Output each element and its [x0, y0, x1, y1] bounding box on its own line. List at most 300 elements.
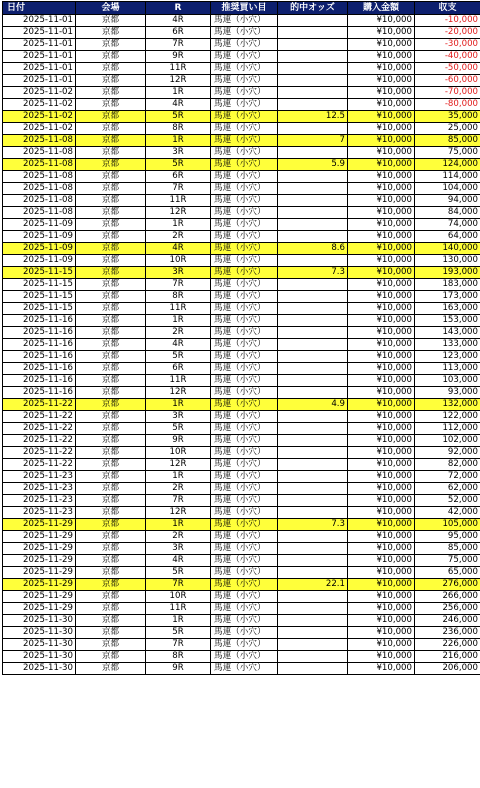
cell-recommended-bet: 馬連（小穴）: [211, 447, 278, 459]
cell-hit-odds: 22.1: [278, 579, 348, 591]
cell-hit-odds: [278, 339, 348, 351]
table-row: [3, 447, 480, 459]
cell-date: 2025-11-08: [3, 183, 76, 195]
cell-recommended-bet: 馬連（小穴）: [211, 15, 278, 27]
cell-balance: 266,000: [415, 591, 480, 603]
cell-venue: 京都: [76, 447, 146, 459]
cell-recommended-bet: 馬連（小穴）: [211, 51, 278, 63]
cell-hit-odds: [278, 39, 348, 51]
cell-date: 2025-11-08: [3, 159, 76, 171]
cell-date: 2025-11-30: [3, 651, 76, 663]
cell-race: 11R: [146, 63, 211, 75]
cell-hit-odds: [278, 567, 348, 579]
cell-hit-odds: [278, 639, 348, 651]
cell-recommended-bet: 馬連（小穴）: [211, 399, 278, 411]
cell-purchase-amount: ¥10,000: [348, 87, 415, 99]
cell-balance: 95,000: [415, 531, 480, 543]
cell-venue: 京都: [76, 255, 146, 267]
table-row-hit: [3, 135, 480, 147]
cell-recommended-bet: 馬連（小穴）: [211, 615, 278, 627]
cell-race: 5R: [146, 111, 211, 123]
cell-purchase-amount: ¥10,000: [348, 651, 415, 663]
cell-purchase-amount: ¥10,000: [348, 399, 415, 411]
table-row: [3, 495, 480, 507]
cell-race: 3R: [146, 267, 211, 279]
cell-purchase-amount: ¥10,000: [348, 447, 415, 459]
cell-recommended-bet: 馬連（小穴）: [211, 63, 278, 75]
cell-recommended-bet: 馬連（小穴）: [211, 363, 278, 375]
cell-race: 2R: [146, 483, 211, 495]
cell-recommended-bet: 馬連（小穴）: [211, 567, 278, 579]
cell-recommended-bet: 馬連（小穴）: [211, 495, 278, 507]
cell-recommended-bet: 馬連（小穴）: [211, 327, 278, 339]
cell-balance: 74,000: [415, 219, 480, 231]
cell-balance: 105,000: [415, 519, 480, 531]
cell-venue: 京都: [76, 279, 146, 291]
cell-recommended-bet: 馬連（小穴）: [211, 519, 278, 531]
cell-recommended-bet: 馬連（小穴）: [211, 351, 278, 363]
cell-recommended-bet: 馬連（小穴）: [211, 411, 278, 423]
table-row-hit: [3, 159, 480, 171]
table-row: [3, 15, 480, 27]
cell-recommended-bet: 馬連（小穴）: [211, 555, 278, 567]
cell-purchase-amount: ¥10,000: [348, 495, 415, 507]
cell-race: 12R: [146, 207, 211, 219]
cell-date: 2025-11-02: [3, 87, 76, 99]
cell-purchase-amount: ¥10,000: [348, 579, 415, 591]
cell-venue: 京都: [76, 303, 146, 315]
cell-recommended-bet: 馬連（小穴）: [211, 171, 278, 183]
cell-date: 2025-11-08: [3, 207, 76, 219]
cell-recommended-bet: 馬連（小穴）: [211, 579, 278, 591]
cell-race: 8R: [146, 291, 211, 303]
cell-recommended-bet: 馬連（小穴）: [211, 303, 278, 315]
cell-date: 2025-11-23: [3, 495, 76, 507]
cell-hit-odds: [278, 231, 348, 243]
cell-purchase-amount: ¥10,000: [348, 411, 415, 423]
cell-hit-odds: 4.9: [278, 399, 348, 411]
cell-date: 2025-11-29: [3, 531, 76, 543]
cell-recommended-bet: 馬連（小穴）: [211, 135, 278, 147]
cell-race: 1R: [146, 615, 211, 627]
cell-recommended-bet: 馬連（小穴）: [211, 255, 278, 267]
cell-balance: 93,000: [415, 387, 480, 399]
cell-balance: 206,000: [415, 663, 480, 675]
cell-balance: 140,000: [415, 243, 480, 255]
cell-hit-odds: [278, 447, 348, 459]
cell-race: 7R: [146, 39, 211, 51]
cell-purchase-amount: ¥10,000: [348, 147, 415, 159]
cell-balance: -50,000: [415, 63, 480, 75]
cell-date: 2025-11-23: [3, 483, 76, 495]
cell-hit-odds: [278, 123, 348, 135]
cell-hit-odds: [278, 279, 348, 291]
table-row: [3, 531, 480, 543]
cell-hit-odds: [278, 27, 348, 39]
cell-race: 6R: [146, 171, 211, 183]
table-row: [3, 207, 480, 219]
cell-date: 2025-11-08: [3, 135, 76, 147]
cell-venue: 京都: [76, 627, 146, 639]
cell-date: 2025-11-02: [3, 123, 76, 135]
cell-balance: 94,000: [415, 195, 480, 207]
cell-hit-odds: [278, 387, 348, 399]
cell-purchase-amount: ¥10,000: [348, 543, 415, 555]
cell-recommended-bet: 馬連（小穴）: [211, 111, 278, 123]
cell-date: 2025-11-01: [3, 75, 76, 87]
cell-recommended-bet: 馬連（小穴）: [211, 387, 278, 399]
cell-venue: 京都: [76, 519, 146, 531]
table-row: [3, 255, 480, 267]
cell-hit-odds: [278, 591, 348, 603]
cell-balance: -60,000: [415, 75, 480, 87]
cell-recommended-bet: 馬連（小穴）: [211, 243, 278, 255]
table-row: [3, 51, 480, 63]
cell-race: 3R: [146, 147, 211, 159]
cell-balance: -70,000: [415, 87, 480, 99]
cell-purchase-amount: ¥10,000: [348, 279, 415, 291]
cell-recommended-bet: 馬連（小穴）: [211, 423, 278, 435]
cell-balance: 132,000: [415, 399, 480, 411]
cell-purchase-amount: ¥10,000: [348, 39, 415, 51]
cell-hit-odds: [278, 411, 348, 423]
cell-purchase-amount: ¥10,000: [348, 615, 415, 627]
cell-race: 3R: [146, 411, 211, 423]
cell-balance: 82,000: [415, 459, 480, 471]
cell-purchase-amount: ¥10,000: [348, 459, 415, 471]
cell-purchase-amount: ¥10,000: [348, 231, 415, 243]
cell-venue: 京都: [76, 159, 146, 171]
cell-recommended-bet: 馬連（小穴）: [211, 183, 278, 195]
table-row: [3, 171, 480, 183]
cell-venue: 京都: [76, 603, 146, 615]
cell-date: 2025-11-09: [3, 231, 76, 243]
table-row: [3, 279, 480, 291]
cell-date: 2025-11-15: [3, 291, 76, 303]
table-row: [3, 615, 480, 627]
cell-venue: 京都: [76, 615, 146, 627]
cell-recommended-bet: 馬連（小穴）: [211, 603, 278, 615]
cell-purchase-amount: ¥10,000: [348, 15, 415, 27]
cell-race: 2R: [146, 531, 211, 543]
table-row: [3, 591, 480, 603]
cell-venue: 京都: [76, 219, 146, 231]
cell-race: 2R: [146, 231, 211, 243]
cell-hit-odds: [278, 603, 348, 615]
cell-balance: 112,000: [415, 423, 480, 435]
cell-balance: 65,000: [415, 567, 480, 579]
cell-balance: 103,000: [415, 375, 480, 387]
cell-race: 5R: [146, 423, 211, 435]
cell-race: 7R: [146, 639, 211, 651]
cell-hit-odds: [278, 483, 348, 495]
cell-race: 4R: [146, 243, 211, 255]
table-row-hit: [3, 519, 480, 531]
cell-venue: 京都: [76, 507, 146, 519]
cell-date: 2025-11-22: [3, 447, 76, 459]
table-row: [3, 507, 480, 519]
cell-hit-odds: 7.3: [278, 267, 348, 279]
cell-venue: 京都: [76, 387, 146, 399]
cell-balance: 113,000: [415, 363, 480, 375]
cell-date: 2025-11-02: [3, 99, 76, 111]
cell-race: 3R: [146, 543, 211, 555]
cell-race: 8R: [146, 123, 211, 135]
cell-date: 2025-11-29: [3, 579, 76, 591]
cell-date: 2025-11-08: [3, 195, 76, 207]
cell-purchase-amount: ¥10,000: [348, 219, 415, 231]
cell-recommended-bet: 馬連（小穴）: [211, 375, 278, 387]
cell-recommended-bet: 馬連（小穴）: [211, 99, 278, 111]
cell-hit-odds: [278, 507, 348, 519]
cell-date: 2025-11-09: [3, 219, 76, 231]
cell-race: 1R: [146, 399, 211, 411]
table-row: [3, 39, 480, 51]
cell-date: 2025-11-01: [3, 27, 76, 39]
cell-venue: 京都: [76, 651, 146, 663]
cell-balance: 85,000: [415, 135, 480, 147]
cell-purchase-amount: ¥10,000: [348, 387, 415, 399]
table-row: [3, 99, 480, 111]
cell-balance: -80,000: [415, 99, 480, 111]
table-row: [3, 423, 480, 435]
cell-race: 6R: [146, 27, 211, 39]
cell-balance: 114,000: [415, 171, 480, 183]
cell-hit-odds: [278, 195, 348, 207]
cell-venue: 京都: [76, 531, 146, 543]
cell-balance: 104,000: [415, 183, 480, 195]
cell-venue: 京都: [76, 555, 146, 567]
cell-hit-odds: [278, 63, 348, 75]
cell-hit-odds: [278, 219, 348, 231]
cell-balance: 193,000: [415, 267, 480, 279]
cell-purchase-amount: ¥10,000: [348, 207, 415, 219]
cell-race: 5R: [146, 627, 211, 639]
cell-purchase-amount: ¥10,000: [348, 339, 415, 351]
cell-balance: 124,000: [415, 159, 480, 171]
cell-purchase-amount: ¥10,000: [348, 471, 415, 483]
table-row: [3, 291, 480, 303]
cell-hit-odds: [278, 459, 348, 471]
table-row-hit: [3, 399, 480, 411]
cell-recommended-bet: 馬連（小穴）: [211, 27, 278, 39]
cell-venue: 京都: [76, 411, 146, 423]
cell-hit-odds: [278, 543, 348, 555]
cell-hit-odds: [278, 75, 348, 87]
cell-purchase-amount: ¥10,000: [348, 111, 415, 123]
cell-balance: 130,000: [415, 255, 480, 267]
cell-recommended-bet: 馬連（小穴）: [211, 123, 278, 135]
cell-balance: 85,000: [415, 543, 480, 555]
betting-results-table: [2, 1, 480, 675]
cell-date: 2025-11-29: [3, 603, 76, 615]
cell-balance: 84,000: [415, 207, 480, 219]
cell-hit-odds: [278, 147, 348, 159]
cell-race: 8R: [146, 651, 211, 663]
table-row-hit: [3, 267, 480, 279]
table-row: [3, 567, 480, 579]
cell-race: 1R: [146, 219, 211, 231]
cell-balance: 183,000: [415, 279, 480, 291]
cell-date: 2025-11-16: [3, 387, 76, 399]
cell-purchase-amount: ¥10,000: [348, 435, 415, 447]
table-row: [3, 75, 480, 87]
cell-venue: 京都: [76, 243, 146, 255]
cell-balance: 153,000: [415, 315, 480, 327]
table-row: [3, 483, 480, 495]
cell-date: 2025-11-23: [3, 471, 76, 483]
cell-date: 2025-11-30: [3, 627, 76, 639]
cell-date: 2025-11-30: [3, 615, 76, 627]
cell-race: 11R: [146, 195, 211, 207]
table-row: [3, 327, 480, 339]
cell-balance: 62,000: [415, 483, 480, 495]
table-row: [3, 375, 480, 387]
cell-date: 2025-11-16: [3, 363, 76, 375]
cell-date: 2025-11-22: [3, 411, 76, 423]
cell-balance: 123,000: [415, 351, 480, 363]
cell-hit-odds: [278, 315, 348, 327]
cell-recommended-bet: 馬連（小穴）: [211, 39, 278, 51]
cell-venue: 京都: [76, 567, 146, 579]
table-row: [3, 555, 480, 567]
cell-venue: 京都: [76, 147, 146, 159]
cell-date: 2025-11-01: [3, 39, 76, 51]
cell-hit-odds: [278, 15, 348, 27]
cell-recommended-bet: 馬連（小穴）: [211, 87, 278, 99]
cell-balance: -20,000: [415, 27, 480, 39]
cell-venue: 京都: [76, 63, 146, 75]
cell-race: 4R: [146, 555, 211, 567]
cell-race: 11R: [146, 603, 211, 615]
cell-recommended-bet: 馬連（小穴）: [211, 639, 278, 651]
cell-balance: 92,000: [415, 447, 480, 459]
cell-date: 2025-11-22: [3, 423, 76, 435]
cell-date: 2025-11-22: [3, 399, 76, 411]
cell-hit-odds: [278, 495, 348, 507]
cell-recommended-bet: 馬連（小穴）: [211, 591, 278, 603]
cell-balance: 216,000: [415, 651, 480, 663]
cell-venue: 京都: [76, 423, 146, 435]
cell-venue: 京都: [76, 87, 146, 99]
table-row: [3, 123, 480, 135]
cell-balance: 122,000: [415, 411, 480, 423]
table-row: [3, 339, 480, 351]
cell-recommended-bet: 馬連（小穴）: [211, 267, 278, 279]
cell-hit-odds: [278, 363, 348, 375]
cell-hit-odds: [278, 183, 348, 195]
table-row: [3, 315, 480, 327]
cell-race: 11R: [146, 303, 211, 315]
cell-venue: 京都: [76, 27, 146, 39]
cell-venue: 京都: [76, 99, 146, 111]
cell-balance: 35,000: [415, 111, 480, 123]
cell-race: 4R: [146, 99, 211, 111]
table-row-hit: [3, 111, 480, 123]
cell-date: 2025-11-09: [3, 243, 76, 255]
cell-purchase-amount: ¥10,000: [348, 171, 415, 183]
cell-balance: 72,000: [415, 471, 480, 483]
cell-date: 2025-11-16: [3, 327, 76, 339]
cell-balance: 133,000: [415, 339, 480, 351]
cell-purchase-amount: ¥10,000: [348, 591, 415, 603]
table-row: [3, 603, 480, 615]
table-row: [3, 663, 480, 675]
cell-recommended-bet: 馬連（小穴）: [211, 159, 278, 171]
cell-date: 2025-11-08: [3, 171, 76, 183]
cell-date: 2025-11-01: [3, 15, 76, 27]
cell-date: 2025-11-29: [3, 591, 76, 603]
cell-race: 9R: [146, 663, 211, 675]
cell-hit-odds: [278, 555, 348, 567]
table-row: [3, 351, 480, 363]
cell-race: 7R: [146, 183, 211, 195]
cell-balance: 276,000: [415, 579, 480, 591]
column-header-balance: 収支: [415, 2, 480, 15]
cell-venue: 京都: [76, 15, 146, 27]
cell-recommended-bet: 馬連（小穴）: [211, 207, 278, 219]
cell-purchase-amount: ¥10,000: [348, 507, 415, 519]
cell-recommended-bet: 馬連（小穴）: [211, 279, 278, 291]
cell-race: 10R: [146, 255, 211, 267]
cell-hit-odds: [278, 471, 348, 483]
cell-venue: 京都: [76, 339, 146, 351]
cell-purchase-amount: ¥10,000: [348, 567, 415, 579]
cell-purchase-amount: ¥10,000: [348, 483, 415, 495]
cell-venue: 京都: [76, 495, 146, 507]
cell-hit-odds: [278, 303, 348, 315]
cell-race: 1R: [146, 315, 211, 327]
cell-date: 2025-11-30: [3, 639, 76, 651]
cell-venue: 京都: [76, 471, 146, 483]
cell-venue: 京都: [76, 171, 146, 183]
cell-recommended-bet: 馬連（小穴）: [211, 147, 278, 159]
cell-hit-odds: [278, 255, 348, 267]
cell-race: 1R: [146, 87, 211, 99]
cell-hit-odds: [278, 351, 348, 363]
cell-venue: 京都: [76, 111, 146, 123]
cell-hit-odds: [278, 51, 348, 63]
cell-venue: 京都: [76, 207, 146, 219]
cell-hit-odds: [278, 651, 348, 663]
cell-balance: -30,000: [415, 39, 480, 51]
cell-date: 2025-11-08: [3, 147, 76, 159]
cell-race: 5R: [146, 567, 211, 579]
cell-balance: 52,000: [415, 495, 480, 507]
cell-date: 2025-11-15: [3, 279, 76, 291]
cell-recommended-bet: 馬連（小穴）: [211, 219, 278, 231]
cell-recommended-bet: 馬連（小穴）: [211, 483, 278, 495]
table-row: [3, 543, 480, 555]
cell-venue: 京都: [76, 639, 146, 651]
cell-venue: 京都: [76, 663, 146, 675]
cell-date: 2025-11-16: [3, 351, 76, 363]
cell-balance: 256,000: [415, 603, 480, 615]
cell-venue: 京都: [76, 459, 146, 471]
cell-venue: 京都: [76, 363, 146, 375]
cell-venue: 京都: [76, 135, 146, 147]
table-row: [3, 147, 480, 159]
cell-purchase-amount: ¥10,000: [348, 303, 415, 315]
cell-date: 2025-11-16: [3, 375, 76, 387]
table-row-hit: [3, 579, 480, 591]
column-header-race: R: [146, 2, 211, 15]
cell-hit-odds: [278, 87, 348, 99]
cell-venue: 京都: [76, 51, 146, 63]
cell-purchase-amount: ¥10,000: [348, 519, 415, 531]
table-row: [3, 435, 480, 447]
cell-date: 2025-11-16: [3, 339, 76, 351]
